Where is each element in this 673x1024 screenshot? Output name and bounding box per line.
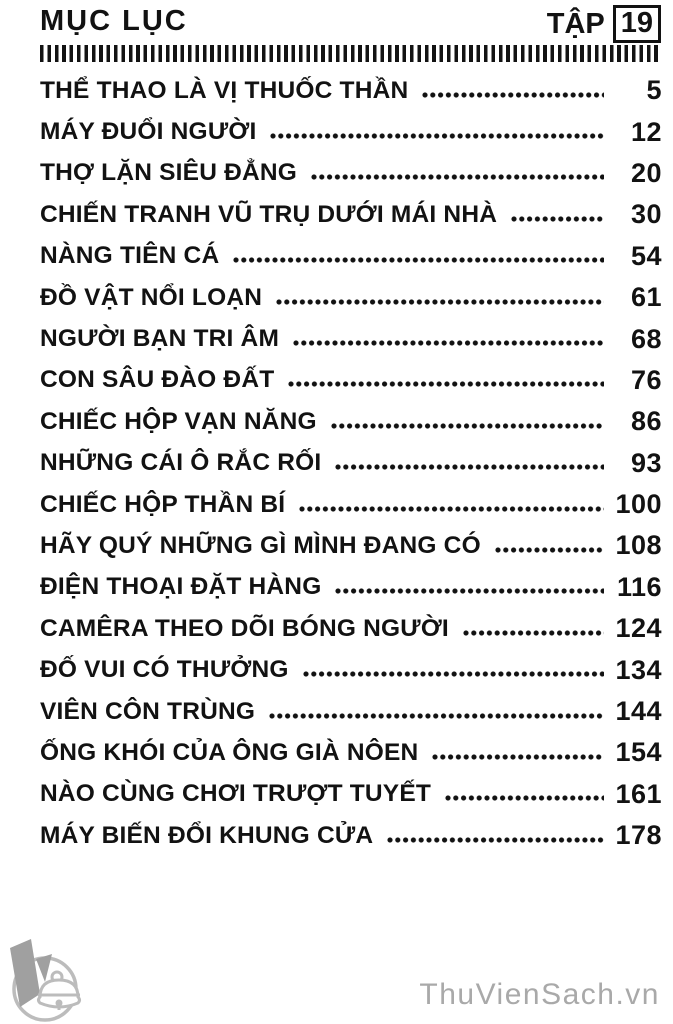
toc-entry	[40, 649, 662, 690]
thuviensach-logo-icon	[0, 934, 132, 1024]
dotted-leader	[335, 464, 604, 470]
dotted-leader	[432, 754, 604, 760]
toc-entry	[40, 443, 662, 484]
toc-entry	[40, 732, 662, 773]
entry-page-number: 61	[630, 282, 662, 313]
entry-title: CHIẾC HỘP THẦN BÍ	[40, 490, 286, 518]
dotted-leader	[276, 299, 604, 305]
toc-entry	[40, 153, 662, 194]
watermark-text: ThuVienSach.vn	[419, 978, 660, 1011]
entry-title: NÀO CÙNG CHƠI TRƯỢT TUYẾT	[40, 780, 432, 808]
toc-entry	[40, 360, 662, 401]
dotted-leader	[495, 547, 604, 553]
entry-page-number: 161	[615, 778, 662, 809]
entry-page-number: 20	[630, 157, 662, 188]
dotted-leader	[303, 671, 604, 677]
dotted-leader	[299, 506, 604, 512]
entry-title: VIÊN CÔN TRÙNG	[40, 697, 256, 725]
entry-title: CHIẾC HỘP VẠN NĂNG	[40, 407, 317, 435]
entry-page-number: 86	[630, 406, 662, 437]
entry-title: NHỮNG CÁI Ô RẮC RỐI	[40, 449, 322, 477]
entry-title: CAMÊRA THEO DÕI BÓNG NGƯỜI	[40, 614, 449, 642]
dotted-leader	[293, 340, 604, 346]
entry-page-number: 144	[615, 696, 662, 727]
entry-title: THỂ THAO LÀ VỊ THUỐC THẦN	[40, 76, 409, 104]
entry-page-number: 108	[615, 530, 662, 561]
dotted-leader	[387, 837, 604, 843]
dotted-leader	[269, 713, 604, 719]
toc-entry	[40, 774, 662, 815]
entry-title: NÀNG TIÊN CÁ	[40, 242, 220, 270]
entry-page-number: 12	[630, 116, 662, 147]
toc-entry	[40, 691, 662, 732]
toc-entry	[40, 318, 662, 359]
toc-entry	[40, 194, 662, 235]
entry-title: CHIẾN TRANH VŨ TRỤ DƯỚI MÁI NHÀ	[40, 200, 498, 228]
dotted-leader	[331, 423, 604, 429]
entry-page-number: 5	[646, 75, 662, 106]
page-header	[40, 5, 661, 43]
toc-entry	[40, 111, 662, 152]
toc-entry	[40, 70, 662, 111]
dotted-leader	[233, 257, 604, 263]
entry-page-number: 68	[630, 323, 662, 354]
dotted-leader	[422, 92, 604, 98]
dotted-leader	[463, 630, 604, 636]
dotted-leader	[311, 174, 604, 180]
entry-title: THỢ LẶN SIÊU ĐẲNG	[40, 159, 298, 187]
entry-title: ỐNG KHÓI CỦA ÔNG GIÀ NÔEN	[40, 738, 419, 766]
toc-entry	[40, 608, 662, 649]
entry-page-number: 124	[615, 613, 662, 644]
volume-indicator	[547, 5, 661, 43]
dotted-leader	[288, 381, 604, 387]
entry-page-number: 100	[615, 489, 662, 520]
entry-page-number: 154	[615, 737, 662, 768]
entry-title: HÃY QUÝ NHỮNG GÌ MÌNH ĐANG CÓ	[40, 531, 481, 559]
entry-title: ĐỒ VẬT NỔI LOẠN	[40, 283, 263, 311]
entry-title: ĐỐ VUI CÓ THƯỞNG	[40, 656, 289, 684]
toc-entry	[40, 236, 662, 277]
striped-divider	[40, 45, 660, 62]
entry-page-number: 30	[630, 199, 662, 230]
entry-page-number: 116	[616, 571, 662, 602]
entry-title: CON SÂU ĐÀO ĐẤT	[40, 366, 275, 394]
toc-entry	[40, 277, 662, 318]
dotted-leader	[335, 588, 604, 594]
toc-entry	[40, 815, 662, 856]
volume-number-box: 19	[613, 5, 661, 43]
entry-title: MÁY BIẾN ĐỔI KHUNG CỬA	[40, 821, 374, 849]
dotted-leader	[270, 133, 604, 139]
toc-entry	[40, 567, 662, 608]
entry-page-number: 54	[630, 240, 662, 271]
toc-entry	[40, 525, 662, 566]
entry-title: MÁY ĐUỔI NGƯỜI	[40, 118, 257, 146]
page-title: MỤC LỤC	[40, 5, 188, 37]
entry-title: ĐIỆN THOẠI ĐẶT HÀNG	[40, 573, 322, 601]
volume-label: TẬP	[546, 7, 605, 40]
dotted-leader	[511, 216, 604, 222]
dotted-leader	[445, 795, 604, 801]
entry-page-number: 76	[630, 364, 662, 395]
entry-page-number: 93	[630, 447, 662, 478]
entry-title: NGƯỜI BẠN TRI ÂM	[40, 325, 280, 353]
entry-page-number: 178	[615, 820, 662, 851]
toc-entry	[40, 484, 662, 525]
entry-page-number: 134	[615, 654, 662, 685]
toc-entry	[40, 401, 662, 442]
toc-list	[40, 70, 662, 856]
